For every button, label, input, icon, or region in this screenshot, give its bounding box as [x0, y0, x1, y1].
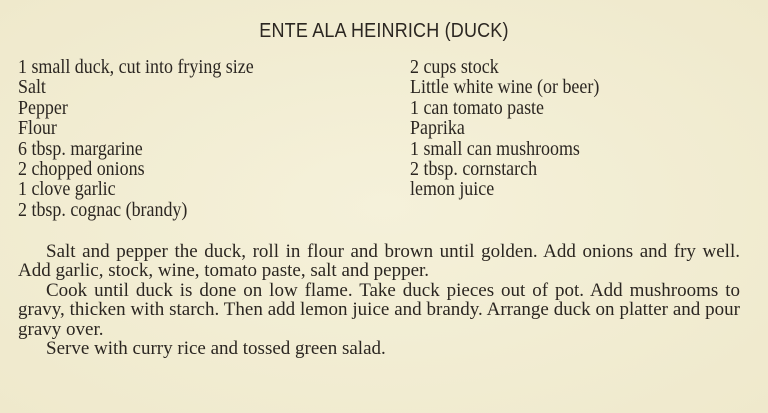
ingredient: 1 clove garlic — [18, 179, 116, 201]
ingredients-right — [410, 58, 616, 201]
instructions — [18, 242, 740, 358]
ingredient: 2 tbsp. cornstarch — [410, 159, 538, 181]
ingredient: 1 small duck, cut into frying size — [18, 57, 254, 78]
ingredient: Flour — [18, 118, 57, 140]
ingredient: 2 cups stock — [410, 57, 499, 78]
ingredient: 1 small can mushrooms — [410, 138, 580, 160]
ingredient: Salt — [18, 77, 46, 99]
ingredient: Little white wine (or beer) — [410, 77, 600, 99]
ingredient: Pepper — [18, 97, 68, 119]
ingredient: lemon juice — [410, 179, 495, 201]
instruction-paragraph: Salt and pepper the duck, roll in flour and brown until golden. Add onions and fry well. Add garlic, stock, wine, tomato paste, salt and pepper. — [18, 241, 740, 282]
ingredient: 2 tbsp. cognac (brandy) — [18, 199, 188, 221]
ingredient: 1 can tomato paste — [410, 97, 545, 119]
ingredient: 2 chopped onions — [18, 159, 145, 181]
instruction-paragraph: Serve with curry rice and tossed green salad. — [46, 338, 386, 360]
ingredient: 6 tbsp. margarine — [18, 138, 143, 160]
ingredients-left — [18, 58, 274, 221]
recipe-title: ENTE ALA HEINRICH (DUCK) — [259, 20, 509, 42]
instruction-paragraph: Cook until duck is done on low flame. Take duck pieces out of pot. Add mushrooms to gravy, thicken with starch. Then add lemon juice and brandy. Arrange duck on platter and pour gravy over. — [18, 279, 740, 340]
ingredient: Paprika — [410, 118, 465, 140]
